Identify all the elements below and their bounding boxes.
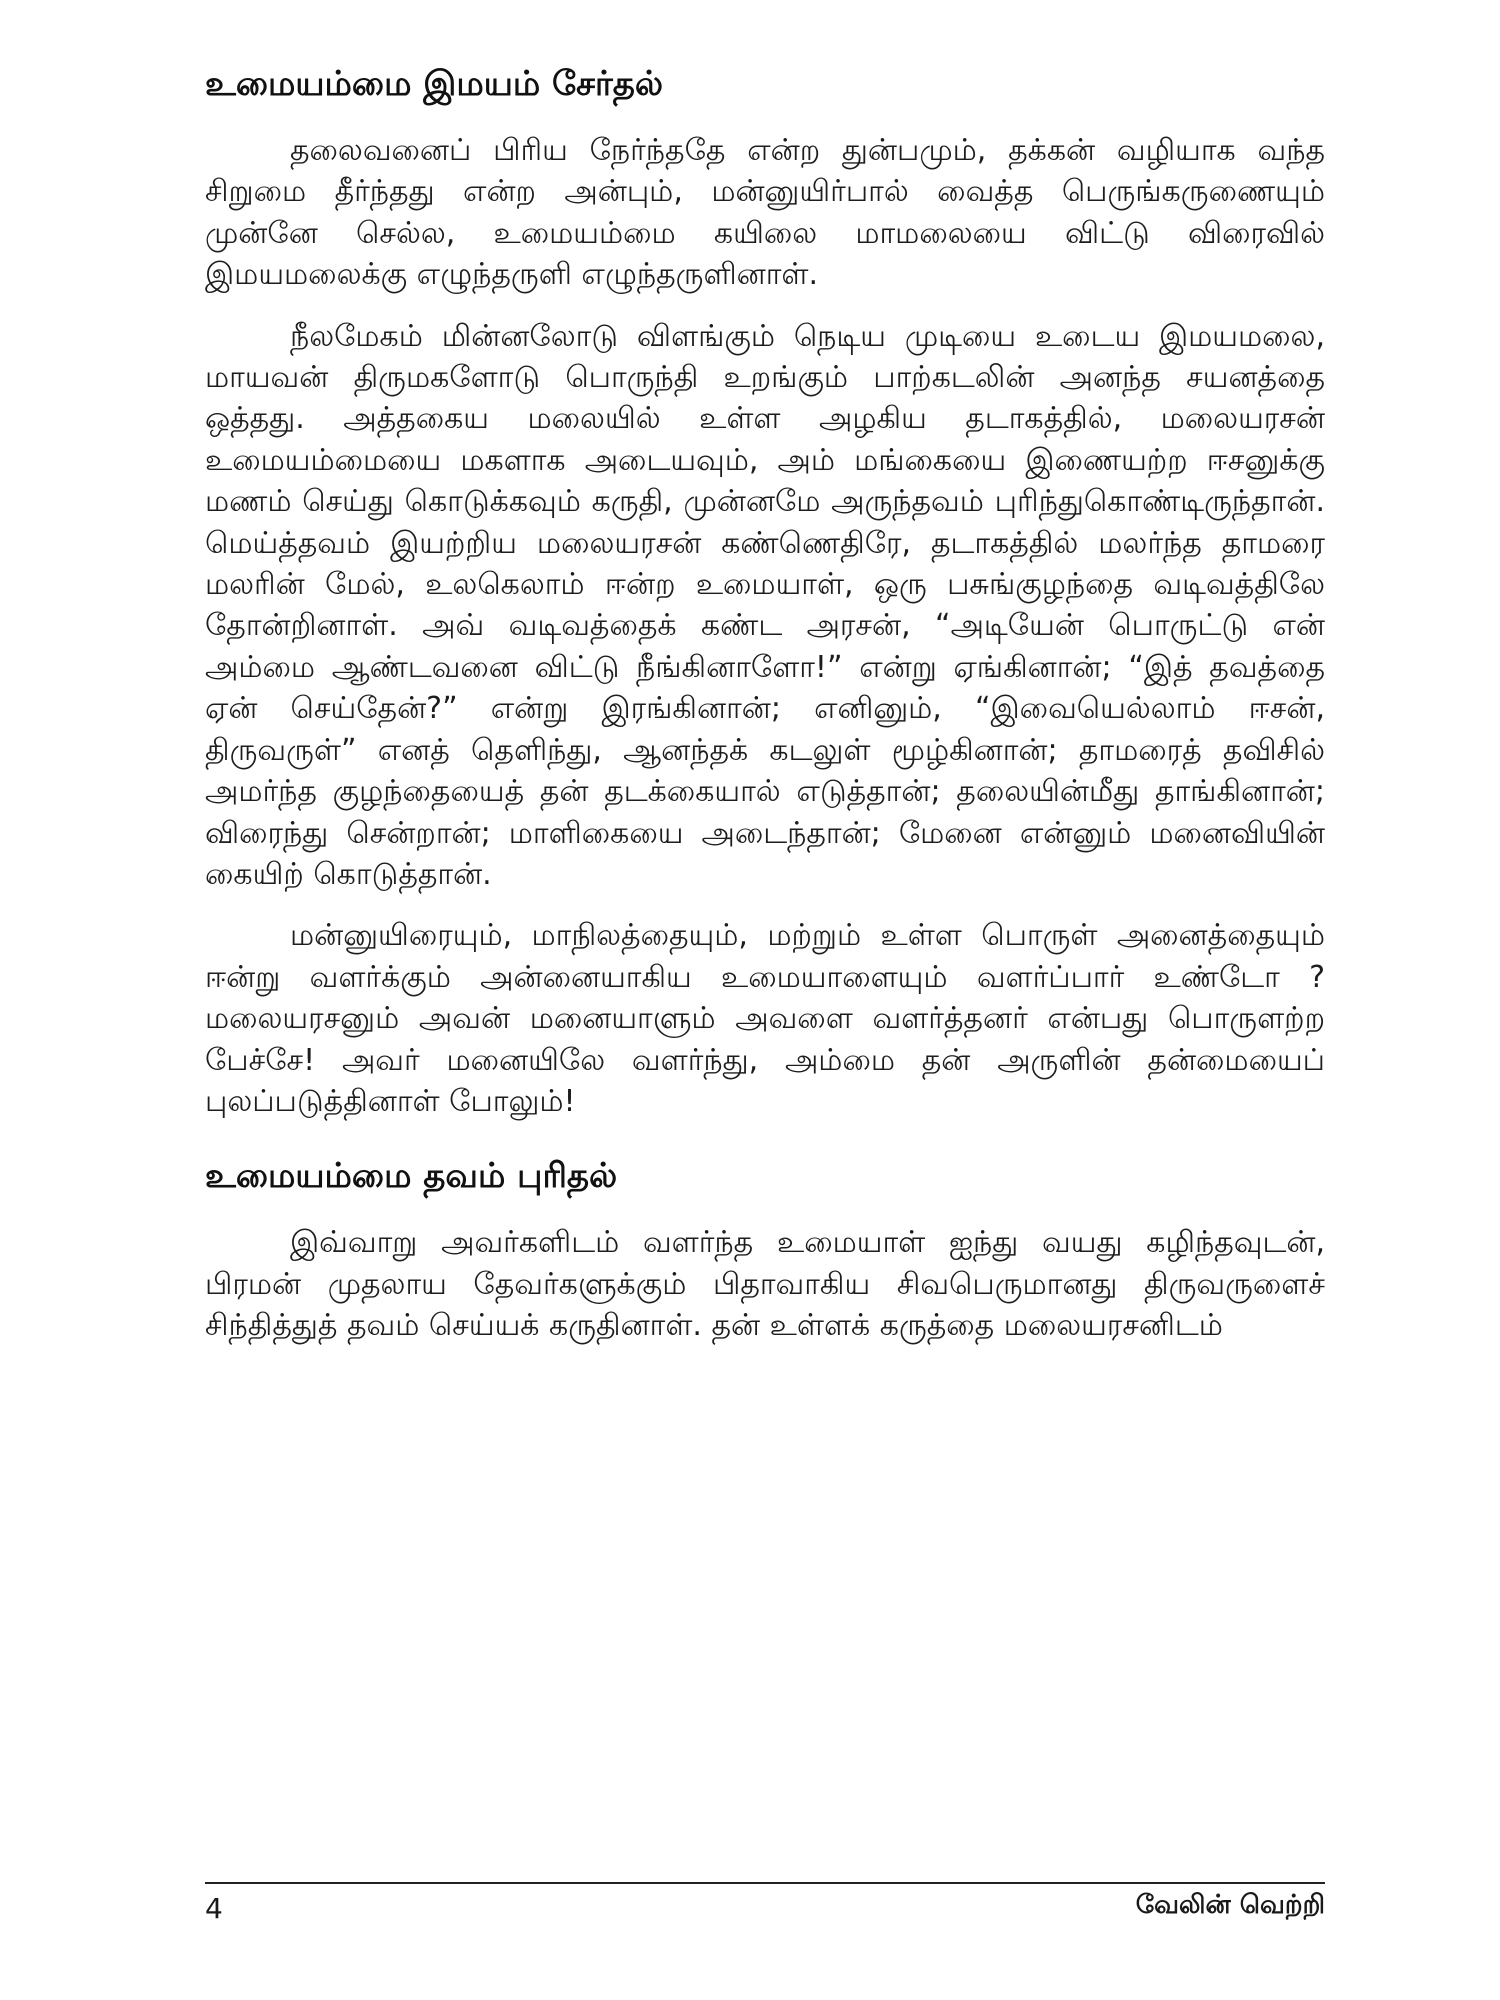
paragraph-3: மன்னுயிரையும், மாநிலத்தையும், மற்றும் உள்ள பொருள் அனைத்தையும் ஈன்று வளர்க்கும் அன்னையாகிய உமையாளையும் வளர்ப்பார் உண்டோ ? மலையரசனும் அவன் மனையாளும் அவளை வளர்த்தனர் என்பது பொருளற்ற பேச்சே! அவர் மனையிலே வளர்ந்து, அம்மை தன் அருளின் தன்மையைப் புலப்படுத்தினாள் போலும்! <box>205 918 1325 1119</box>
section-heading-umaiyammai-thavam: உமையம்மை தவம் புரிதல் <box>205 1156 618 1197</box>
section-heading-umaiyammai-imayam: உமையம்மை இமயம் சேர்தல் <box>205 64 664 104</box>
page-footer <box>205 1882 1325 1942</box>
paragraph-1: தலைவனைப் பிரிய நேர்ந்ததே என்ற துன்பமும், தக்கன் வழியாக வந்த சிறுமை தீர்ந்தது என்ற அன்பும், மன்னுயிர்பால் வைத்த பெருங்கருணையும் முன்னே செல்ல, உமையம்மை கயிலை மாமலையை விட்டு விரைவில் இமயமலைக்கு எழுந்தருளி எழுந்தருளினாள். <box>205 133 1325 293</box>
book-title: வேலின் வெற்றி <box>1135 1890 1325 1920</box>
page-body <box>205 60 1325 1940</box>
page-number: 4 <box>205 1892 223 1925</box>
footer-divider <box>205 1882 1325 1884</box>
paragraph-4: இவ்வாறு அவர்களிடம் வளர்ந்த உமையாள் ஐந்து வயது கழிந்தவுடன், பிரமன் முதலாய தேவர்களுக்கும் பிதாவாகிய சிவபெருமானது திருவருளைச் சிந்தித்துத் தவம் செய்யக் கருதினாள். தன் உள்ளக் கருத்தை மலையரசனிடம் <box>205 1225 1325 1344</box>
paragraph-2: நீலமேகம் மின்னலோடு விளங்கும் நெடிய முடியை உடைய இமயமலை, மாயவன் திருமகளோடு பொருந்தி உறங்கும் பாற்கடலின் அனந்த சயனத்தை ஒத்தது. அத்தகைய மலையில் உள்ள அழகிய தடாகத்தில், மலையரசன் உமையம்மையை மகளாக அடையவும், அம் மங்கையை இணையற்ற ஈசனுக்கு மணம் செய்து கொடுக்கவும் கருதி, முன்னமே அருந்தவம் புரிந்துகொண்டிருந்தான். மெய்த்தவம் இயற்றிய மலையரசன் கண்ணெதிரே, தடாகத்தில் மலர்ந்த தாமரை மலரின் மேல், உலகெலாம் ஈன்ற உமையாள், ஒரு பசுங்குழந்தை வடிவத்திலே தோன்றினாள். அவ் வடிவத்தைக் கண்ட அரசன், “அடியேன் பொருட்டு என் அம்மை ஆண்டவனை விட்டு நீங்கினாளோ!” என்று ஏங்கினான்; “இத் தவத்தை ஏன் செய்தேன்?” என்று இரங்கினான்; எனினும், “இவையெல்லாம் ஈசன், திருவருள்” எனத் தெளிந்து, ஆனந்தக் கடலுள் மூழ்கினான்; தாமரைத் தவிசில் அமர்ந்த குழந்தையைத் தன் தடக்கையால் எடுத்தான்; தலையின்மீது தாங்கினான்; விரைந்து சென்றான்; மாளிகையை அடைந்தான்; மேனை என்னும் மனைவியின் கையிற் கொடுத்தான். <box>205 318 1325 892</box>
